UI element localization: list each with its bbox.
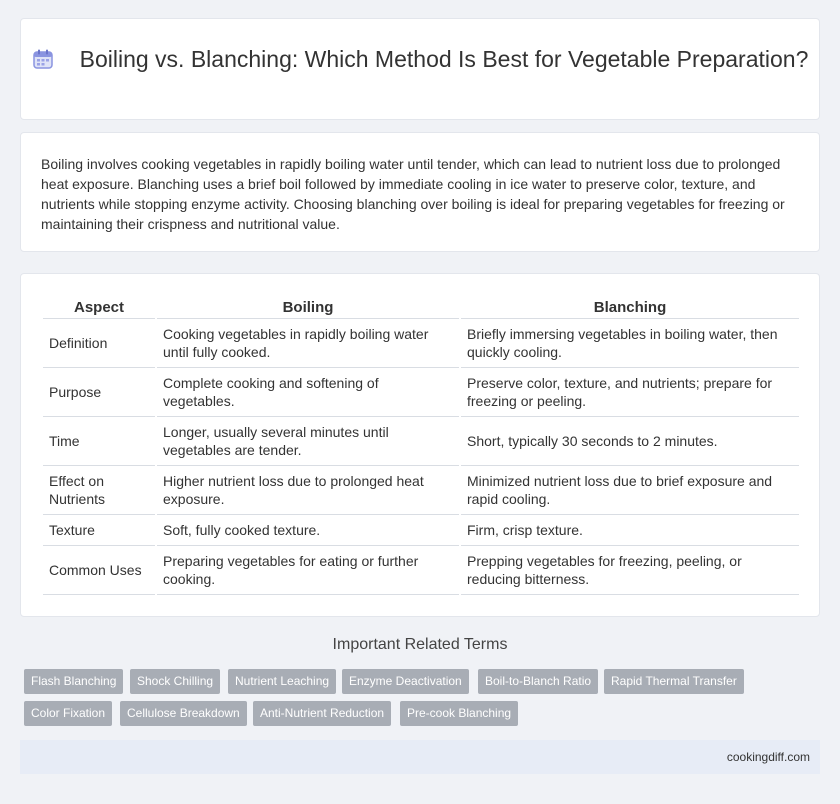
header-aspect: Aspect — [43, 296, 155, 319]
cell-aspect: Effect on Nutrients — [43, 466, 155, 515]
intro-paragraph: Boiling involves cooking vegetables in rapidly boiling water until tender, which can lead to nutrient loss due to prolonged heat exposure. Blanching uses a brief boil followed by immediate cooling in ice water to preserve color, texture, and nutrients while stopping enzyme activity. Choosing blanching over boiling is ideal for preparing vegetables for freezing or maintaining their crispness and nutritional value. — [41, 156, 785, 232]
cell-boiling: Cooking vegetables in rapidly boiling water until fully cooked. — [157, 319, 459, 368]
table-row — [43, 515, 799, 546]
comparison-card — [20, 273, 820, 617]
cell-blanching: Minimized nutrient loss due to brief exposure and rapid cooling. — [461, 466, 799, 515]
cell-aspect: Purpose — [43, 368, 155, 417]
cell-aspect: Texture — [43, 515, 155, 546]
title-card — [20, 18, 820, 120]
intro-card — [20, 132, 820, 252]
tag-color-fixation[interactable]: Color Fixation — [24, 701, 112, 726]
header-blanching: Blanching — [461, 296, 799, 319]
table-row — [43, 466, 799, 515]
tag-boil-to-blanch-ratio[interactable]: Boil-to-Blanch Ratio — [478, 669, 598, 694]
table-header-row — [43, 296, 799, 319]
table-row — [43, 546, 799, 595]
tag-rapid-thermal-transfer[interactable]: Rapid Thermal Transfer — [604, 669, 744, 694]
tag-cellulose-breakdown[interactable]: Cellulose Breakdown — [120, 701, 247, 726]
table-row — [43, 368, 799, 417]
footer-site-link[interactable]: cookingdiff.com — [726, 750, 810, 764]
tag-flash-blanching[interactable]: Flash Blanching — [24, 669, 123, 694]
cell-blanching: Preserve color, texture, and nutrients; prepare for freezing or peeling. — [461, 368, 799, 417]
cell-boiling: Longer, usually several minutes until vegetables are tender. — [157, 417, 459, 466]
page-title-block — [21, 45, 819, 74]
tag-shock-chilling[interactable]: Shock Chilling — [130, 669, 220, 694]
cell-blanching: Prepping vegetables for freezing, peeling, or reducing bitterness. — [461, 546, 799, 595]
cell-blanching: Briefly immersing vegetables in boiling water, then quickly cooling. — [461, 319, 799, 368]
footer — [20, 740, 820, 774]
tag-pre-cook-blanching[interactable]: Pre-cook Blanching — [400, 701, 518, 726]
cell-blanching: Short, typically 30 seconds to 2 minutes. — [461, 417, 799, 466]
related-terms-title: Important Related Terms — [332, 636, 508, 653]
tag-nutrient-leaching[interactable]: Nutrient Leaching — [228, 669, 336, 694]
tag-enzyme-deactivation[interactable]: Enzyme Deactivation — [342, 669, 469, 694]
cell-boiling: Higher nutrient loss due to prolonged heat exposure. — [157, 466, 459, 515]
table-row — [43, 319, 799, 368]
cell-aspect: Definition — [43, 319, 155, 368]
table-row — [43, 417, 799, 466]
cell-boiling: Soft, fully cooked texture. — [157, 515, 459, 546]
cell-boiling: Complete cooking and softening of vegetables. — [157, 368, 459, 417]
tag-anti-nutrient-reduction[interactable]: Anti-Nutrient Reduction — [253, 701, 391, 726]
cell-boiling: Preparing vegetables for eating or further cooking. — [157, 546, 459, 595]
header-boiling: Boiling — [157, 296, 459, 319]
calendar-icon — [32, 48, 54, 70]
page-title: Boiling vs. Blanching: Which Method Is Best for Vegetable Preparation? — [79, 46, 809, 72]
cell-aspect: Time — [43, 417, 155, 466]
cell-blanching: Firm, crisp texture. — [461, 515, 799, 546]
comparison-table — [41, 296, 801, 595]
cell-aspect: Common Uses — [43, 546, 155, 595]
